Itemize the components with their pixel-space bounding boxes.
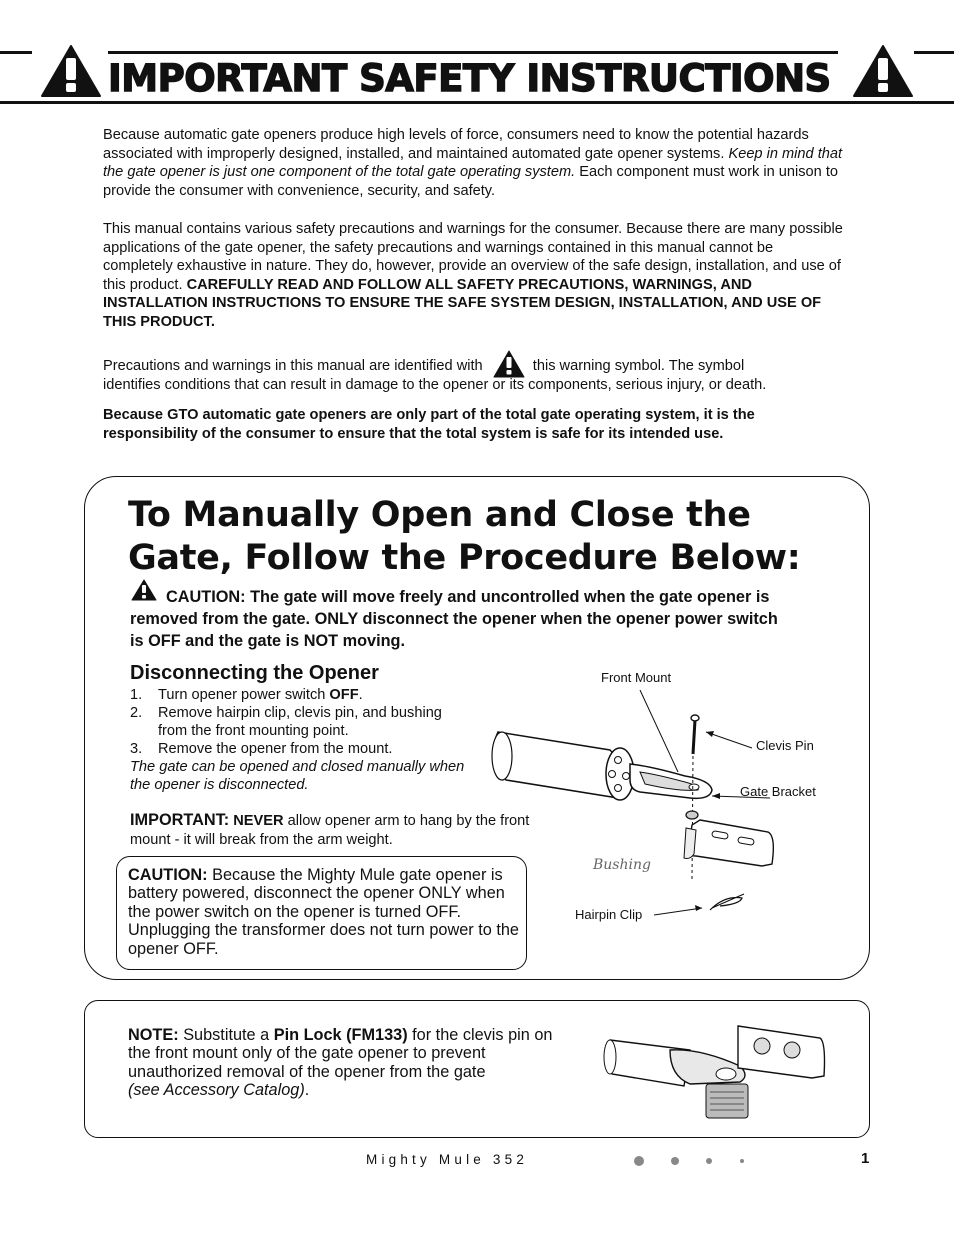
intro-text: This manual contains various safety precautions and warnings for the consumer. Because there are many possible applications of the gate opener, the safety precautions and warnings contained in this manual cannot be completely exhaustive in nature. They do, however, provide an overview of the safe design, installation, and use of this product. — [103, 221, 843, 293]
important-text: allow opener arm to hang by the front mount - it will break from the arm weight. — [130, 813, 530, 848]
important-never: NEVER — [233, 813, 284, 829]
label-bushing: Bushing — [593, 857, 651, 873]
procedure-title-line: To Manually Open and Close the — [128, 495, 751, 535]
italic-note: The gate can be opened and closed manually when the opener is disconnected. — [130, 759, 465, 793]
label-front-mount: Front Mount — [601, 670, 672, 685]
intro-bold-text: Because GTO automatic gate openers are only part of the total gate operating system, it is the responsibility of the consumer to ensure that the total system is safe for its intended use. — [103, 407, 755, 442]
step-text: Remove hairpin clip, clevis pin, and bushing from the front mounting point. — [158, 705, 442, 739]
note-body: Substitute a — [183, 1026, 270, 1044]
footer-product-name: Mighty Mule 352 — [366, 1152, 529, 1167]
intro-text: Each component must work in unison to provide the consumer with convenience, security, and safety. — [103, 164, 839, 199]
intro-bold-text: CAREFULLY READ AND FOLLOW ALL SAFETY PRECAUTIONS, WARNINGS, AND INSTALLATION INSTRUCTIONS TO ENSURE THE SAFE SYSTEM DESIGN, INSTALLATION, AND USE OF THIS PRODUCT. — [103, 276, 822, 330]
caution-text: CAUTION: The gate will move freely and uncontrolled when the gate opener is removed from the gate. ONLY disconnect the opener when the opener power switch is OFF and the gate is NOT moving. — [130, 588, 778, 650]
intro-text: identifies conditions that can result in damage to the opener or its components, serious injury, or death. — [103, 376, 767, 393]
step-number: 2. — [130, 705, 143, 721]
step-bold: OFF — [329, 687, 359, 703]
step-text: Remove the opener from the mount. — [158, 741, 393, 757]
header-rule-top-right — [914, 51, 954, 54]
intro-paragraph-2 — [103, 220, 843, 332]
opener-mount-diagram — [480, 680, 840, 940]
label-hairpin-clip: Hairpin Clip — [575, 907, 643, 922]
intro-text: Precautions and warnings in this manual are identified with — [103, 358, 483, 374]
header-rule-top — [108, 51, 838, 54]
header-rule-bottom — [0, 101, 954, 104]
list-item — [130, 686, 470, 704]
intro-paragraph-3 — [103, 350, 843, 394]
caution-body: Because the Mighty Mule gate opener is battery powered, disconnect the opener ONLY when the power switch on the opener is turned OFF. Unplugging the transformer does not turn power to the opener OFF. — [128, 866, 519, 958]
intro-paragraph-1 — [103, 126, 843, 200]
footer-dots-decoration — [632, 1154, 750, 1168]
procedure-title — [128, 494, 868, 580]
intro-paragraph-4 — [103, 406, 843, 443]
caution-box-text — [128, 866, 520, 958]
steps-list — [130, 686, 470, 758]
note-bold: Pin Lock (FM133) — [273, 1026, 408, 1044]
step-tail: . — [358, 687, 363, 703]
step-number: 3. — [130, 741, 143, 757]
procedure-title-line: Gate, Follow the Procedure Below: — [128, 538, 801, 578]
warning-triangle-icon — [852, 44, 914, 98]
intro-text: this warning symbol. The symbol — [532, 358, 745, 374]
pin-lock-illustration — [600, 1020, 830, 1124]
label-clevis-pin: Clevis Pin — [756, 738, 814, 753]
intro-italic-text: Keep in mind that the gate opener is just one component of the total gate operating system. — [103, 145, 843, 181]
note-tail: . — [304, 1081, 310, 1100]
page-title: IMPORTANT SAFETY INSTRUCTIONS — [108, 57, 831, 100]
caution-label: CAUTION: — [128, 866, 208, 884]
section-heading: Disconnecting the Opener — [130, 662, 379, 684]
warning-triangle-icon — [40, 44, 102, 98]
header-rule-top-left — [0, 51, 32, 54]
list-item — [130, 740, 470, 758]
important-label: IMPORTANT: — [130, 811, 230, 829]
list-item — [130, 704, 470, 740]
page-number: 1 — [861, 1150, 870, 1167]
caution-warning — [130, 586, 790, 652]
label-gate-bracket: Gate Bracket — [740, 784, 816, 799]
note-body: for the clevis pin on the front mount only of the gate opener to prevent unauthorized removal of the opener from the gate — [128, 1026, 553, 1081]
note-label: NOTE: — [128, 1026, 179, 1044]
warning-triangle-icon — [493, 350, 525, 378]
note-text — [128, 1026, 568, 1100]
step-number: 1. — [130, 687, 143, 703]
step-text: Turn opener power switch — [158, 687, 330, 703]
note-italic: (see Accessory Catalog) — [128, 1081, 305, 1100]
intro-text: Because automatic gate openers produce high levels of force, consumers need to know the potential hazards associated with improperly designed, installed, and maintained automated gate opener systems. — [103, 127, 809, 162]
